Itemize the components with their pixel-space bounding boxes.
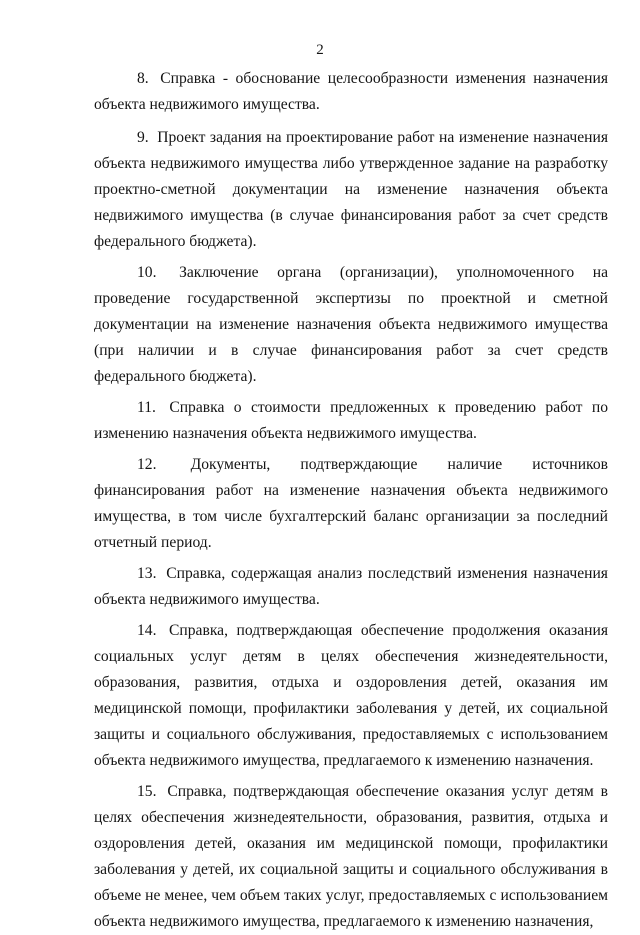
item-text: Проект задания на проектирование работ на изменение назначения объекта недвижимого имущества либо утвержденное задание на разработку проектно-сметной документации на изменение назначения объекта недвижимого имущества (в случае финансирования работ за счет средств федерального бюджета). [94, 129, 608, 250]
item-number: 14. [137, 622, 157, 639]
item-number: 9. [137, 129, 149, 146]
item-number: 15. [137, 783, 157, 800]
item-text: Документы, подтверждающие наличие источников финансирования работ на изменение назначения объекта недвижимого имущества, в том числе бухгалтерский баланс организации за последний отчетный период. [94, 456, 608, 551]
item-text: Справка - обоснование целесообразности изменения назначения объекта недвижимого имущества. [94, 70, 608, 113]
list-item [94, 561, 608, 613]
list-item [94, 260, 608, 390]
item-number: 8. [137, 70, 149, 87]
item-number: 12. [137, 456, 157, 473]
list-item [94, 452, 608, 556]
item-text: Справка, содержащая анализ последствий изменения назначения объекта недвижимого имущества. [94, 565, 608, 608]
list-item [94, 125, 608, 255]
page-number: 2 [316, 42, 324, 58]
item-text: Справка, подтверждающая обеспечение продолжения оказания социальных услуг детям в целях обеспечения жизнедеятельности, образования, развития, отдыха и оздоровления детей, оказания им медицинской помощи, профилактики заболевания у детей, их социальной защиты и социального обслуживания, предоставляемых с использованием объекта недвижимого имущества, предлагаемого к изменению назначения. [94, 622, 608, 769]
item-text: Справка о стоимости предложенных к проведению работ по изменению назначения объекта недвижимого имущества. [94, 399, 608, 442]
item-text: Справка, подтверждающая обеспечение оказания услуг детям в целях обеспечения жизнедеятельности, образования, развития, отдыха и оздоровления детей, оказания им медицинской помощи, профилактики заболевания у детей, их социальной защиты и социального обслуживания в объеме не менее, чем объем таких услуг, предоставляемых с использованием объекта недвижимого имущества, предлагаемого к изменению назначения, [94, 783, 608, 930]
item-text: Заключение органа (организации), уполномоченного на проведение государственной экспертизы по проектной и сметной документации на изменение назначения объекта недвижимого имущества (при наличии и в случае финансирования работ за счет средств федерального бюджета). [94, 264, 608, 385]
list-item [94, 66, 608, 118]
list-item [94, 779, 608, 935]
list-item [94, 618, 608, 774]
item-number: 11. [137, 399, 156, 416]
document-body [94, 66, 608, 935]
item-number: 13. [137, 565, 157, 582]
list-item [94, 395, 608, 447]
item-number: 10. [137, 264, 157, 281]
